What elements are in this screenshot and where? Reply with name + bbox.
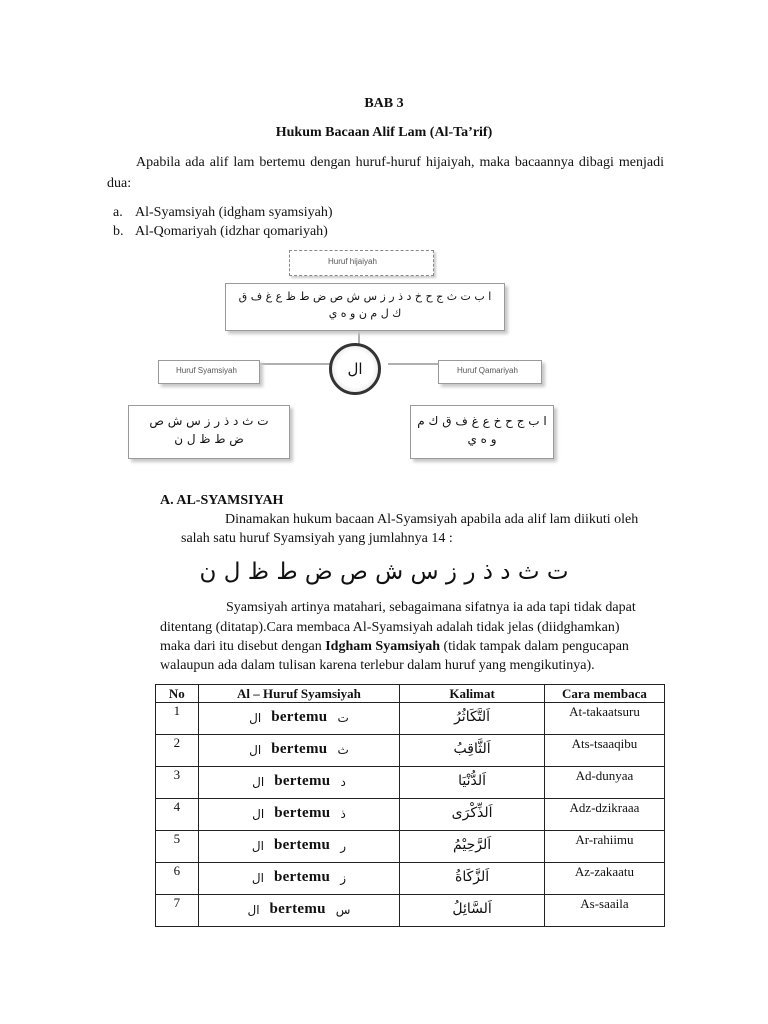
row-bertemu: bertemu <box>274 805 331 821</box>
row-huruf: ر <box>340 838 346 853</box>
huruf-qamariyah-label-text: Huruf Qamariyah <box>457 366 518 375</box>
table-row <box>156 767 665 799</box>
row-cara-cell <box>544 799 664 831</box>
row-bertemu: bertemu <box>271 709 328 725</box>
row-huruf-cell <box>198 735 400 767</box>
row-al: ال <box>249 710 262 725</box>
row-huruf-cell <box>198 895 400 927</box>
row-cara-cell <box>544 703 664 735</box>
row-kalimat-cell <box>400 799 545 831</box>
header-cara: Cara membaca <box>544 685 664 703</box>
row-bertemu: bertemu <box>273 869 331 885</box>
section-para1-line2: salah satu huruf Syamsiyah yang jumlahnya 14 : <box>181 531 453 546</box>
row-kalimat: اَلذِّكْرَى <box>451 805 493 821</box>
row-al: ال <box>252 774 265 789</box>
row-huruf-cell <box>198 831 400 863</box>
row-kalimat-cell <box>400 703 545 735</box>
row-no: 6 <box>156 863 199 895</box>
table-row <box>156 831 665 863</box>
section-para2-line4: walaupun ada dalam tulisan karena terlebur dalam huruf yang mengikutinya). <box>160 658 595 673</box>
row-kalimat: اَلدُّنْيَا <box>458 773 487 789</box>
syamsiyah-letters-line1: ت ث د ذ ر ز س ش ص <box>149 414 269 428</box>
connector-line <box>388 363 438 365</box>
row-al: ال <box>252 806 265 821</box>
row-kalimat: اَلزَّكَاةُ <box>455 869 490 885</box>
row-kalimat-cell <box>400 895 545 927</box>
section-para1-line1: Dinamakan hukum bacaan Al-Syamsiyah apabila ada alif lam diikuti oleh <box>225 512 639 527</box>
syamsiyah-table <box>155 684 665 927</box>
list-text: Al-Syamsiyah (idgham syamsiyah) <box>135 205 333 220</box>
row-kalimat-cell <box>400 831 545 863</box>
header-no: No <box>156 685 199 703</box>
row-cara-cell <box>544 895 664 927</box>
row-kalimat: اَلرَّحِيْمُ <box>453 837 492 853</box>
row-al: ال <box>249 742 262 757</box>
row-cara-cell <box>544 735 664 767</box>
row-cara: As-saaila <box>580 896 629 911</box>
row-bertemu: bertemu <box>269 901 326 917</box>
hijaiyah-letters-box <box>225 283 505 331</box>
row-no: 7 <box>156 895 199 927</box>
row-bertemu: bertemu <box>273 837 331 853</box>
row-al: ال <box>251 870 264 885</box>
table-row <box>156 799 665 831</box>
section-para2-line1: Syamsiyah artinya matahari, sebagaimana sifatnya ia ada tapi tidak dapat <box>226 600 636 615</box>
row-cara: Ad-dunyaa <box>575 768 634 783</box>
list-marker: a. <box>113 205 123 220</box>
row-bertemu: bertemu <box>271 741 328 757</box>
syamsiyah-letters-row: ت ث د ذ ر ز س ش ص ض ط ظ ل ن <box>199 559 569 585</box>
row-cara-cell <box>544 831 664 863</box>
alif-lam-circle <box>329 343 381 395</box>
row-huruf-cell <box>198 799 400 831</box>
row-kalimat-cell <box>400 767 545 799</box>
row-cara-cell <box>544 767 664 799</box>
row-kalimat: اَلتَّكَاثُرُ <box>454 709 491 725</box>
huruf-syamsiyah-label <box>158 360 260 384</box>
table-header-row <box>156 685 665 703</box>
row-huruf-cell <box>198 767 400 799</box>
header-kalimat: Kalimat <box>400 685 545 703</box>
row-kalimat-cell <box>400 735 545 767</box>
section-para2-line2: ditentang (ditatap).Cara membaca Al-Syamsiyah adalah tidak jelas (diidghamkan) <box>160 620 620 635</box>
hijaiyah-letters-line1: ا ب ت ث ج ح خ د ذ ر ز س ش ص ض ط ظ ع غ ف ق <box>238 290 492 303</box>
para2-line3-pre: maka dari itu disebut dengan <box>160 639 326 654</box>
header-huruf: Al – Huruf Syamsiyah <box>198 685 400 703</box>
row-kalimat: اَلثَّاقِبُ <box>453 741 491 757</box>
idgham-syamsiyah-term: Idgham Syamsiyah <box>325 639 440 654</box>
row-no: 5 <box>156 831 199 863</box>
huruf-hijaiyah-label-text: Huruf hijaiyah <box>328 257 377 266</box>
row-huruf: د <box>340 774 346 789</box>
section-para2-line3 <box>160 636 629 657</box>
row-huruf: ذ <box>340 806 346 821</box>
row-cara: Adz-dzikraaa <box>569 800 640 815</box>
row-kalimat-cell <box>400 863 545 895</box>
list-text: Al-Qomariyah (idzhar qomariyah) <box>135 224 328 239</box>
row-huruf-cell <box>198 703 400 735</box>
row-no: 2 <box>156 735 199 767</box>
syamsiyah-letters-line2: ض ط ظ ل ن <box>174 432 244 446</box>
row-al: ال <box>251 838 264 853</box>
qamariyah-letters-box <box>410 405 554 459</box>
row-cara: At-takaatsuru <box>569 704 640 719</box>
list-item-a <box>113 202 333 223</box>
page-title: Hukum Bacaan Alif Lam (Al-Ta’rif) <box>275 125 493 140</box>
row-huruf: ز <box>340 870 346 885</box>
list-marker: b. <box>113 224 124 239</box>
row-cara-cell <box>544 863 664 895</box>
list-item-b <box>113 221 328 242</box>
row-huruf: ت <box>337 710 349 725</box>
huruf-hijaiyah-label <box>289 250 434 276</box>
intro-paragraph: Apabila ada alif lam bertemu dengan huruf-huruf hijaiyah, maka bacaannya dibagi menjadi dua: <box>107 155 664 191</box>
hijaiyah-letters-line2: ك ل م ن و ه ي <box>328 307 402 320</box>
huruf-syamsiyah-label-text: Huruf Syamsiyah <box>176 366 237 375</box>
huruf-qamariyah-label <box>438 360 542 384</box>
table-row <box>156 863 665 895</box>
section-heading: A. AL-SYAMSIYAH <box>160 493 284 508</box>
row-cara: Ar-rahiimu <box>575 832 634 847</box>
qamariyah-letters-line2: و ه ي <box>467 432 497 446</box>
row-no: 4 <box>156 799 199 831</box>
table-row <box>156 703 665 735</box>
row-huruf: س <box>335 902 351 917</box>
row-huruf: ث <box>337 742 349 757</box>
qamariyah-letters-line1: ا ب ج ح خ ع غ ف ق ك م <box>417 414 547 428</box>
para2-line3-post: (tidak tampak dalam pengucapan <box>440 639 629 654</box>
chapter-heading: BAB 3 <box>364 96 404 111</box>
row-bertemu: bertemu <box>274 773 331 789</box>
row-al: ال <box>247 902 260 917</box>
table-row <box>156 735 665 767</box>
syamsiyah-letters-box <box>128 405 290 459</box>
row-cara: Ats-tsaaqibu <box>571 736 638 751</box>
row-kalimat: اَلسَّائِلُ <box>452 901 492 917</box>
alif-lam-symbol: ال <box>347 360 363 378</box>
table-row <box>156 895 665 927</box>
row-no: 1 <box>156 703 199 735</box>
hijaiyah-diagram <box>120 245 560 470</box>
row-cara: Az-zakaatu <box>574 864 635 879</box>
row-huruf-cell <box>198 863 400 895</box>
row-no: 3 <box>156 767 199 799</box>
